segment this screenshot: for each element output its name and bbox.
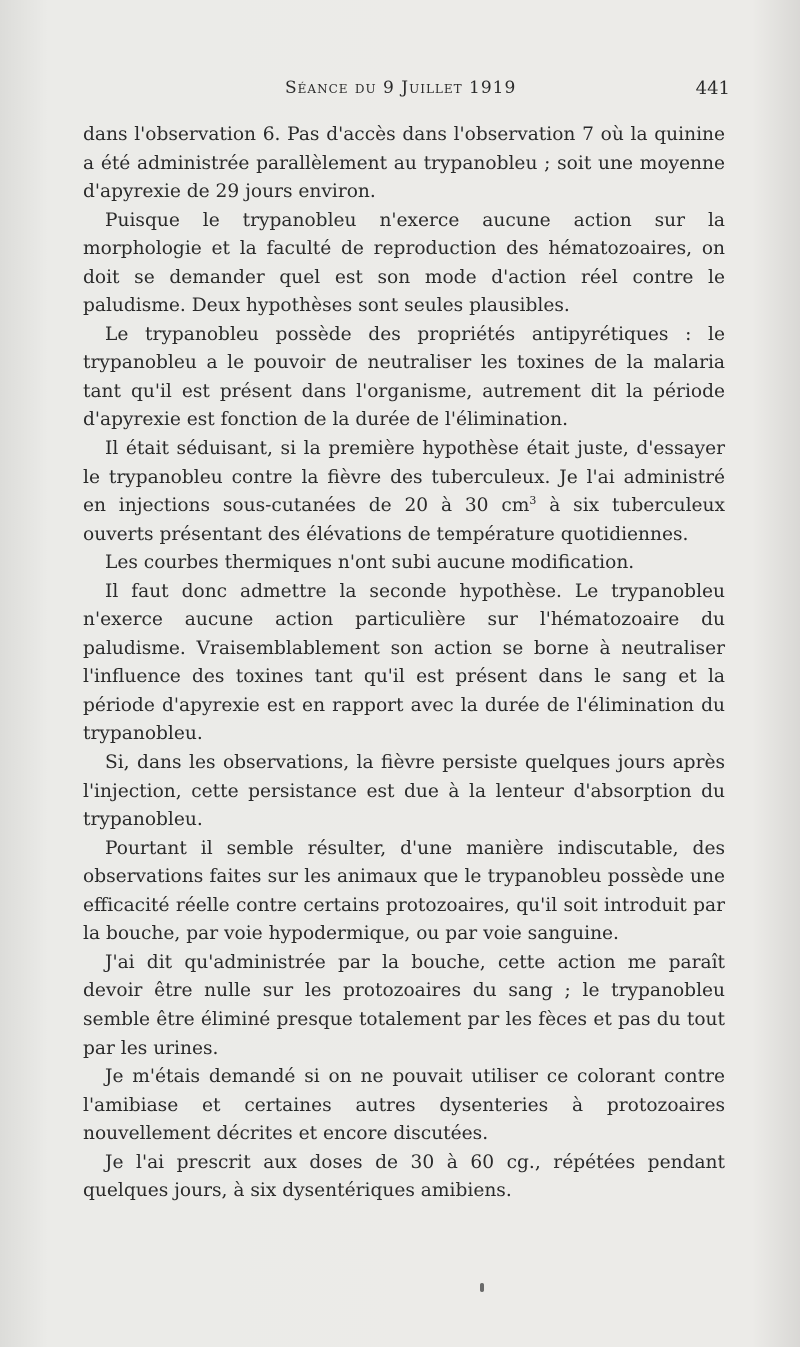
paragraph-1: dans l'observation 6. Pas d'accès dans l'observation 7 où la quinine a été administrée parallèlement au trypanobleu ; soit une moyenne d'apyrexie de 29 jours environ. [83,124,725,203]
cubic-superscript: 3 [529,493,537,507]
paragraph-7: Si, dans les observations, la fièvre persiste quelques jours après l'injection, cette persistance est due à la lenteur d'absorption du trypanobleu. [83,752,725,831]
paragraph-4 [83,435,725,549]
paragraph-3: Le trypanobleu possède des propriétés antipyrétiques : le trypanobleu a le pouvoir de neutraliser les toxines de la malaria tant qu'il est présent dans l'organisme, autrement dit la période d'apyrexie est fonction de la durée de l'élimination. [83,323,725,431]
page-header [80,78,730,108]
paragraph-11: Je l'ai prescrit aux doses de 30 à 60 cg., répétées pendant quelques jours, à six dysentériques amibiens. [83,1151,725,1202]
paragraph-2: Puisque le trypanobleu n'exerce aucune action sur la morphologie et la faculté de reproduction des hématozoaires, on doit se demander quel est son mode d'action réel contre le paludisme. Deux hypothèses sont seules plausibles. [83,209,725,317]
paragraph-4-text: Il était séduisant, si la première hypothèse était juste, d'essayer le trypanobleu contre la fièvre des tuberculeux. Je l'ai administré en injections sous-cutanées de 20 à 30 cm [83,438,725,517]
paragraph-5: Les courbes thermiques n'ont subi aucune modification. [105,552,635,574]
page-number: 441 [695,78,730,99]
running-head: Séance du 9 Juillet 1919 [285,78,517,98]
paragraph-4-tail: à six tuberculeux ouverts présentant des élévations de température quotidiennes. [83,495,726,545]
paragraph-8: Pourtant il semble résulter, d'une manière indiscutable, des observations faites sur les animaux que le trypanobleu possède une efficacité réelle contre certains protozoaires, qu'il soit introduit par la bouche, par voie hypodermique, ou par voie sanguine. [83,837,725,945]
body-text [83,121,725,1206]
paragraph-10: Je m'étais demandé si on ne pouvait utiliser ce colorant contre l'amibiase et certaines autres dysenteries à protozoaires nouvellement décrites et encore discutées. [83,1066,725,1145]
ink-spot [480,1283,484,1292]
paragraph-9: J'ai dit qu'administrée par la bouche, cette action me paraît devoir être nulle sur les protozoaires du sang ; le trypanobleu semble être éliminé presque totalement par les fèces et pas du tout par les urines. [83,951,725,1059]
paragraph-6: Il faut donc admettre la seconde hypothèse. Le trypanobleu n'exerce aucune action particulière sur l'hématozoaire du paludisme. Vraisemblablement son action se borne à neutraliser l'influence des toxines tant qu'il est présent dans le sang et la période d'apyrexie est en rapport avec la durée de l'élimination du trypanobleu. [83,580,725,745]
